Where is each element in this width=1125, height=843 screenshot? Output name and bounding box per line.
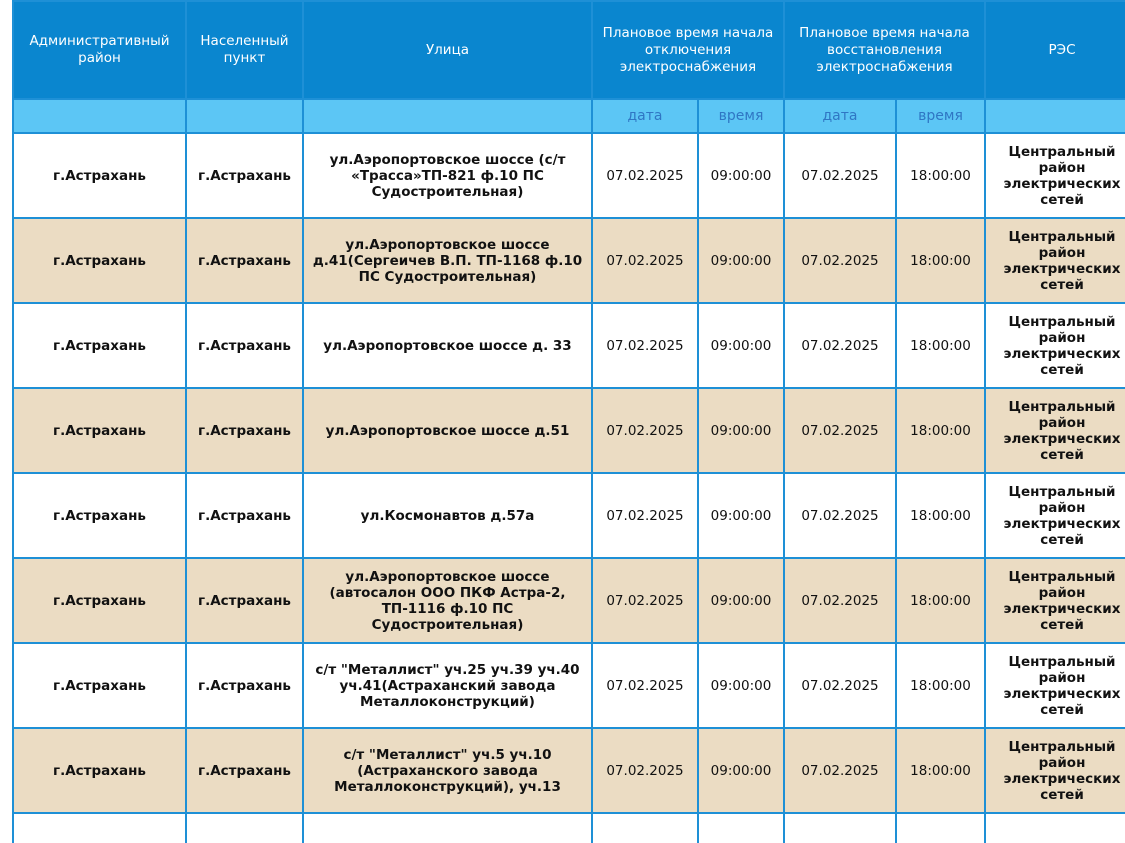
cell-restore-date: 07.02.2025 [784, 728, 896, 813]
outage-schedule-table-container [12, 0, 1125, 843]
cell-restore-date: 07.02.2025 [784, 133, 896, 218]
cell-start-time: 09:00:00 [698, 133, 784, 218]
cell-settlement: г.Астрахань [186, 473, 303, 558]
subheader-start-date: дата [592, 99, 698, 133]
cell-district: г.Астрахань [13, 218, 186, 303]
cell-settlement: г.Астрахань [186, 388, 303, 473]
cell-start-time: 09:00:00 [698, 473, 784, 558]
cell-restore-time: 18:00:00 [896, 728, 985, 813]
subheader-restore-date: дата [784, 99, 896, 133]
cell-street: ул.Аэропортовское шоссе (с/т «Трасса»ТП-821 ф.10 ПС Судостроительная) [303, 133, 592, 218]
cell-restore-date: 07.02.2025 [784, 303, 896, 388]
header-row [13, 1, 1125, 99]
cell-res: Центральный район электрических сетей [985, 218, 1125, 303]
cell-restore-date [784, 813, 896, 843]
cell-settlement: г.Астрахань [186, 558, 303, 643]
cell-restore-date: 07.02.2025 [784, 218, 896, 303]
cell-res: Центральный район электрических сетей [985, 133, 1125, 218]
cell-restore-time: 18:00:00 [896, 643, 985, 728]
cell-restore-time: 18:00:00 [896, 388, 985, 473]
table-row [13, 643, 1125, 728]
cell-settlement: г.Астрахань [186, 133, 303, 218]
cell-res: Центральный район электрических сетей [985, 558, 1125, 643]
cell-district: г.Астрахань [13, 558, 186, 643]
subheader-empty [186, 99, 303, 133]
cell-restore-date: 07.02.2025 [784, 473, 896, 558]
cell-restore-date: 07.02.2025 [784, 643, 896, 728]
subheader-row [13, 99, 1125, 133]
cell-street: с/т "Металлист" уч.5 уч.10 (Астраханского завода Металлоконструкций), уч.13 [303, 728, 592, 813]
cell-res: Центральный район электрических сетей [985, 643, 1125, 728]
cell-settlement: г.Астрахань [186, 728, 303, 813]
cell-district: г.Астрахань [13, 133, 186, 218]
cell-start-date: 07.02.2025 [592, 728, 698, 813]
cell-district [13, 813, 186, 843]
cell-restore-time: 18:00:00 [896, 133, 985, 218]
cell-settlement: г.Астрахань [186, 643, 303, 728]
subheader-empty [985, 99, 1125, 133]
cell-street: ул.Космонавтов д.57а [303, 473, 592, 558]
subheader-restore-time: время [896, 99, 985, 133]
cell-start-date: 07.02.2025 [592, 388, 698, 473]
cell-start-date: 07.02.2025 [592, 473, 698, 558]
cell-restore-time: 18:00:00 [896, 303, 985, 388]
subheader-start-time: время [698, 99, 784, 133]
cell-street: с/т "Металлист" уч.25 уч.39 уч.40 уч.41(Астраханский завода Металлоконструкций) [303, 643, 592, 728]
cell-district: г.Астрахань [13, 643, 186, 728]
column-header-settlement: Населенный пункт [186, 1, 303, 99]
table-row [13, 558, 1125, 643]
cell-street [303, 813, 592, 843]
table-row [13, 473, 1125, 558]
cell-start-date: 07.02.2025 [592, 643, 698, 728]
table-header [13, 1, 1125, 133]
subheader-empty [13, 99, 186, 133]
subheader-empty [303, 99, 592, 133]
cell-district: г.Астрахань [13, 303, 186, 388]
cell-start-date: 07.02.2025 [592, 558, 698, 643]
column-header-res: РЭС [985, 1, 1125, 99]
cell-res: Центральный район электрических сетей [985, 728, 1125, 813]
column-header-restore: Плановое время начала восстановления электроснабжения [784, 1, 985, 99]
column-header-district: Административный район [13, 1, 186, 99]
cell-restore-date: 07.02.2025 [784, 558, 896, 643]
outage-schedule-table [12, 0, 1125, 843]
cell-district: г.Астрахань [13, 473, 186, 558]
table-row [13, 133, 1125, 218]
cell-start-time: 09:00:00 [698, 303, 784, 388]
table-row [13, 303, 1125, 388]
cell-start-time: 09:00:00 [698, 643, 784, 728]
cell-restore-date: 07.02.2025 [784, 388, 896, 473]
cell-start-date: 07.02.2025 [592, 303, 698, 388]
cell-restore-time: 18:00:00 [896, 218, 985, 303]
table-row [13, 388, 1125, 473]
cell-res: Центральный район электрических сетей [985, 303, 1125, 388]
cell-restore-time [896, 813, 985, 843]
cell-start-date [592, 813, 698, 843]
cell-start-date: 07.02.2025 [592, 218, 698, 303]
cell-settlement [186, 813, 303, 843]
cell-restore-time: 18:00:00 [896, 558, 985, 643]
cell-res: Центральный район электрических сетей [985, 473, 1125, 558]
cell-start-time: 09:00:00 [698, 558, 784, 643]
cell-district: г.Астрахань [13, 728, 186, 813]
cell-start-time: 09:00:00 [698, 388, 784, 473]
cell-district: г.Астрахань [13, 388, 186, 473]
cell-start-time [698, 813, 784, 843]
cell-res [985, 813, 1125, 843]
cell-start-time: 09:00:00 [698, 728, 784, 813]
table-row-partial [13, 813, 1125, 843]
cell-start-time: 09:00:00 [698, 218, 784, 303]
cell-street: ул.Аэропортовское шоссе (автосалон ООО ПКФ Астра-2, ТП-1116 ф.10 ПС Судостроительная) [303, 558, 592, 643]
cell-settlement: г.Астрахань [186, 218, 303, 303]
table-row [13, 218, 1125, 303]
cell-street: ул.Аэропортовское шоссе д.41(Сергеичев В.П. ТП-1168 ф.10 ПС Судостроительная) [303, 218, 592, 303]
column-header-street: Улица [303, 1, 592, 99]
column-header-start: Плановое время начала отключения электроснабжения [592, 1, 784, 99]
cell-settlement: г.Астрахань [186, 303, 303, 388]
cell-restore-time: 18:00:00 [896, 473, 985, 558]
cell-street: ул.Аэропортовское шоссе д. 33 [303, 303, 592, 388]
table-row [13, 728, 1125, 813]
cell-start-date: 07.02.2025 [592, 133, 698, 218]
cell-res: Центральный район электрических сетей [985, 388, 1125, 473]
table-body [13, 133, 1125, 843]
cell-street: ул.Аэропортовское шоссе д.51 [303, 388, 592, 473]
